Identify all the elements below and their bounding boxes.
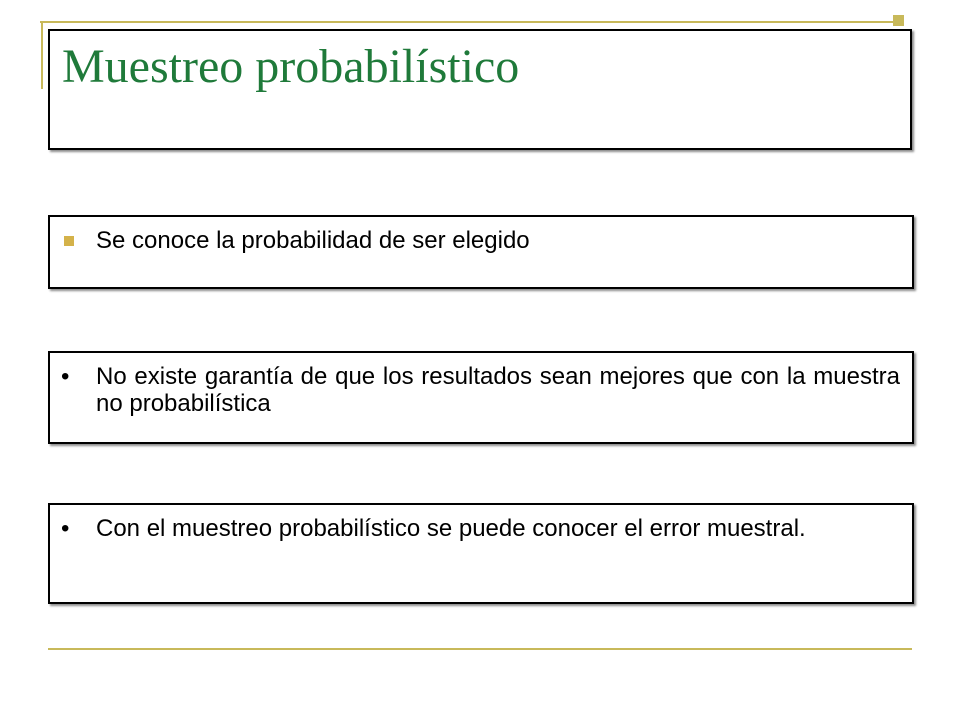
corner-accent-square [893,15,904,26]
title-box [48,29,912,150]
dot-bullet-icon: • [61,363,70,390]
bullet-row-2 [60,363,900,417]
square-bullet-icon [64,236,74,246]
bullet-box-3 [48,503,914,604]
bottom-accent-line [48,648,912,650]
bullet-text-3: Con el muestreo probabilístico se puede conocer el error muestral. [96,515,806,542]
bullet-text-1: Se conoce la probabilidad de ser elegido [96,227,530,254]
bullet-box-1 [48,215,914,289]
top-accent-line [40,21,904,23]
bullet-text-2: No existe garantía de que los resultados sean mejores que con la muestra no probabilística [96,363,900,417]
left-accent-line [41,21,43,89]
bullet-row-3 [60,515,900,542]
bullet-row-1 [60,227,900,254]
dot-bullet-icon: • [61,515,70,542]
page-title: Muestreo probabilístico [62,40,520,93]
bullet-box-2 [48,351,914,444]
